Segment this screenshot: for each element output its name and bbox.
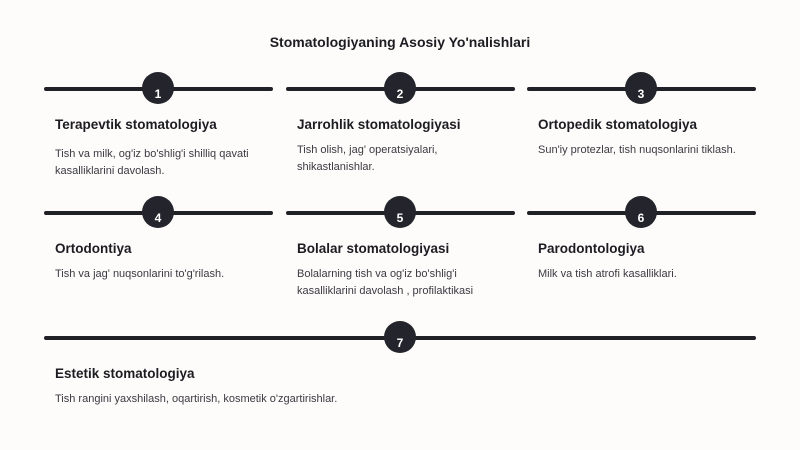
step-badge-6: 6 (625, 196, 657, 228)
step-badge-4: 4 (142, 196, 174, 228)
diagram-title: Stomatologiyaning Asosiy Yo'nalishlari (269, 34, 531, 50)
step-badge-2: 2 (384, 72, 416, 104)
step-badge-7: 7 (384, 321, 416, 353)
step-title-5: Bolalar stomatologiyasi (297, 241, 450, 256)
step-title-7: Estetik stomatologiya (55, 366, 195, 381)
step-description-2: Tish olish, jag' operatsiyalari, shikastlanishlar. (297, 144, 438, 173)
step-title-1: Terapevtik stomatologiya (55, 117, 217, 132)
step-description-3: Sun'iy protezlar, tish nuqsonlarini tiklash. (538, 144, 736, 156)
step-badge-1: 1 (142, 72, 174, 104)
step-title-6: Parodontologiya (538, 241, 645, 256)
step-description-4: Tish va jag' nuqsonlarini to'g'rilash. (55, 268, 225, 280)
step-description-6: Milk va tish atrofi kasalliklari. (538, 268, 677, 280)
step-badge-5: 5 (384, 196, 416, 228)
step-badge-3: 3 (625, 72, 657, 104)
step-description-5: Bolalarning tish va og'iz bo'shlig'i kasalliklarini davolash , profilaktikasi (297, 268, 474, 297)
step-description-7: Tish rangini yaxshilash, oqartirish, kosmetik o'zgartirishlar. (55, 393, 338, 405)
step-title-4: Ortodontiya (55, 241, 132, 256)
step-description-1: Tish va milk, og'iz bo'shlig'i shilliq qavati kasalliklarini davolash. (55, 148, 249, 177)
step-title-2: Jarrohlik stomatologiyasi (297, 117, 461, 132)
step-title-3: Ortopedik stomatologiya (538, 117, 698, 132)
